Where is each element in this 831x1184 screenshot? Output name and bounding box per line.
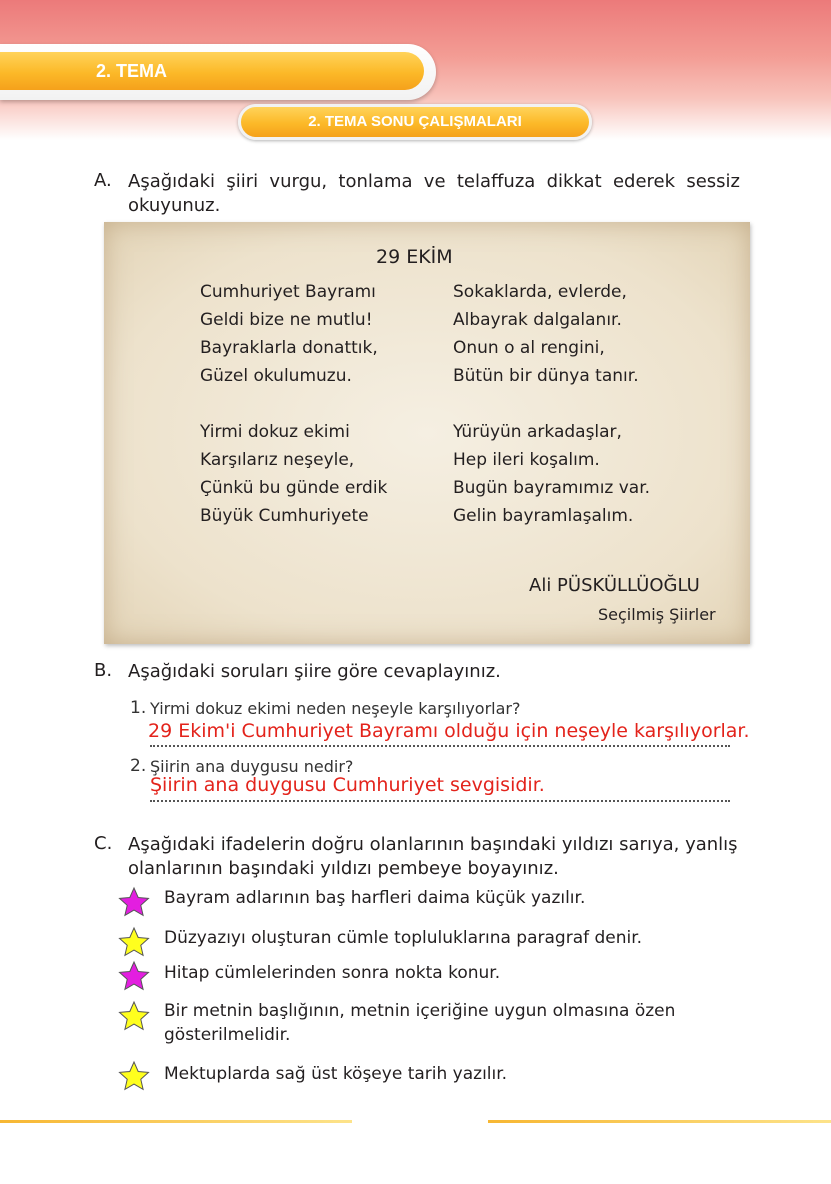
- answer-line: [150, 745, 730, 747]
- tema-title: 2. TEMA: [0, 52, 424, 90]
- statement-text: Bayram adlarının baş harfleri daima küçük yazılır.: [164, 888, 586, 908]
- part-c-instruction: Aşağıdaki ifadelerin doğru olanlarının başındaki yıldızı sarıya, yanlış olanlarının başındaki yıldızı pembeye boyayınız.: [128, 834, 738, 879]
- section-title: 2. TEMA SONU ÇALIŞMALARI: [238, 104, 592, 140]
- question-number: 2.: [130, 756, 147, 776]
- footer-line-right: [488, 1120, 831, 1123]
- statement-text: Hitap cümlelerinden sonra nokta konur.: [164, 963, 501, 983]
- part-a-instruction: Aşağıdaki şiiri vurgu, tonlama ve telaffuza dikkat ederek sessiz okuyunuz.: [128, 171, 740, 216]
- poem-line: Çünkü bu günde erdik: [200, 478, 388, 498]
- poem-line: Bütün bir dünya tanır.: [453, 366, 639, 386]
- part-b-letter: B.: [94, 660, 113, 681]
- poem-line: Yürüyün arkadaşlar,: [453, 422, 622, 442]
- answer-text: Şiirin ana duygusu Cumhuriyet sevgisidir.: [150, 774, 545, 796]
- part-c-letter: C.: [94, 833, 113, 854]
- footer-line-left: [0, 1120, 352, 1123]
- star-icon[interactable]: [118, 1060, 150, 1092]
- question-number: 1.: [130, 698, 147, 718]
- poem-line: Onun o al rengini,: [453, 338, 605, 358]
- poem-line: Hep ileri koşalım.: [453, 450, 600, 470]
- statement-text: Bir metnin başlığının, metnin içeriğine uygun olmasına özen gösterilmelidir.: [164, 1001, 676, 1045]
- poem-line: Büyük Cumhuriyete: [200, 506, 369, 526]
- poem-line: Yirmi dokuz ekimi: [200, 422, 350, 442]
- star-icon[interactable]: [118, 1000, 150, 1032]
- statement-text: Düzyazıyı oluşturan cümle topluluklarına paragraf denir.: [164, 928, 643, 948]
- star-icon[interactable]: [118, 886, 150, 918]
- poem-source: Seçilmiş Şiirler: [598, 605, 716, 624]
- question-text: Şiirin ana duygusu nedir?: [150, 757, 354, 776]
- part-a-letter: A.: [94, 170, 112, 191]
- poem-line: Bugün bayramımız var.: [453, 478, 651, 498]
- poem-line: Cumhuriyet Bayramı: [200, 282, 376, 302]
- poem-author: Ali PÜSKÜLLÜOĞLU: [529, 575, 700, 596]
- star-icon[interactable]: [118, 926, 150, 958]
- poem-line: Güzel okulumuzu.: [200, 366, 352, 386]
- poem-line: Gelin bayramlaşalım.: [453, 506, 634, 526]
- poem-line: Albayrak dalgalanır.: [453, 310, 622, 330]
- poem-title: 29 EKİM: [376, 246, 453, 268]
- poem-line: Karşılarız neşeyle,: [200, 450, 355, 470]
- answer-text: 29 Ekim'i Cumhuriyet Bayramı olduğu için neşeyle karşılıyorlar.: [148, 720, 750, 742]
- answer-line: [150, 800, 730, 802]
- poem-line: Geldi bize ne mutlu!: [200, 310, 373, 330]
- star-icon[interactable]: [118, 960, 150, 992]
- poem-line: Bayraklarla donattık,: [200, 338, 378, 358]
- statement-text: Mektuplarda sağ üst köşeye tarih yazılır.: [164, 1064, 508, 1084]
- question-text: Yirmi dokuz ekimi neden neşeyle karşılıyorlar?: [150, 699, 521, 718]
- part-b-instruction: Aşağıdaki soruları şiire göre cevaplayınız.: [128, 661, 501, 682]
- poem-line: Sokaklarda, evlerde,: [453, 282, 627, 302]
